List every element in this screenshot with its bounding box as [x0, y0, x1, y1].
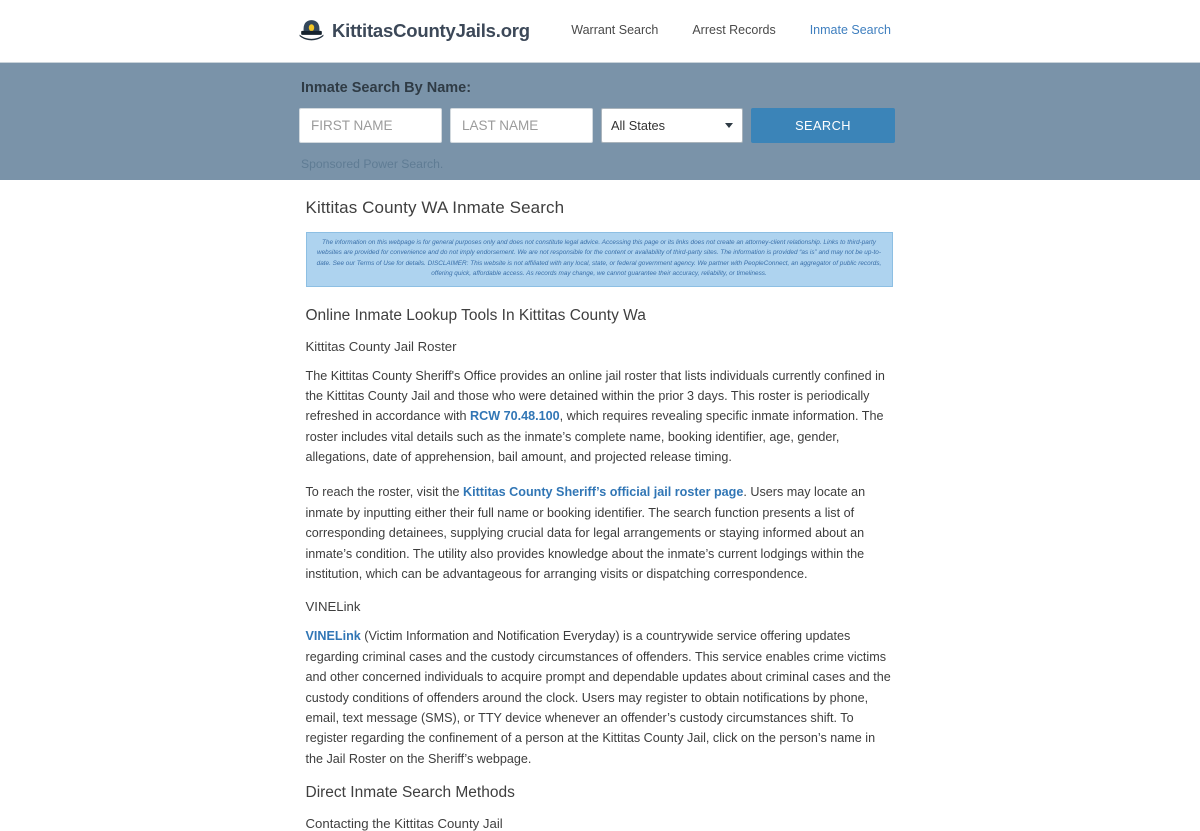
last-name-input[interactable]: [450, 108, 593, 143]
roster-paragraph-text-after-link: , which requires revealing specific inmate information. The roster includes vital details such as the inmate’s complete name, booking identifier, age, gender, allegations, date of apprehension, bail amount, and projected release timing.: [305, 409, 884, 465]
search-band-title: Inmate Search By Name:: [301, 80, 472, 96]
rcw-statute-link[interactable]: RCW 70.48.100: [470, 409, 560, 424]
paragraph-vinelink-description: [306, 626, 893, 769]
main-content: [306, 180, 893, 831]
section-title-online-lookup-tools: Online Inmate Lookup Tools In Kittitas County Wa: [305, 306, 646, 324]
legal-disclaimer-box: The information on this webpage is for general purposes only and does not constitute legal advice. Accessing this page or its links does not create an attorney-client relationship. Links to third-party websites are provided for convenience and do not imply endorsement. We are not responsible for the content or availability of third-party sites. The information is provided “as is” and may not be up-to-date. See our Terms of Use for details. DISCLAIMER: This website is not affiliated with any local, state, or federal government agency. We partner with PeopleConnect, an aggregator of public records, offering quick, affordable access. As records may change, we cannot guarantee their accuracy, reliability, or timeliness.: [306, 232, 893, 287]
sheriff-jail-roster-page-link[interactable]: Kittitas County Sheriff’s official jail roster page: [463, 485, 744, 500]
state-select[interactable]: [601, 108, 743, 143]
roster-access-text-after-link: . Users may locate an inmate by inputting either their full name or booking identifier. The search function presents a list of corresponding detainees, supplying crucial data for legal arrangements or staying informed about an inmate’s condition. The utility also provides knowledge about the inmate’s current lodgings within the institution, which can be advantageous for arranging visits or dispatching correspondence.: [305, 485, 866, 582]
site-brand-name: KittitasCountyJails.org: [332, 19, 530, 41]
state-select-wrapper: [601, 108, 743, 143]
first-name-input[interactable]: [299, 108, 442, 143]
paragraph-jail-roster-overview: [306, 366, 893, 468]
site-logo-link[interactable]: [298, 18, 530, 43]
inmate-search-form: [299, 108, 899, 143]
site-header: [0, 0, 1200, 62]
subsection-title-jail-roster: Kittitas County Jail Roster: [305, 338, 457, 354]
vinelink-paragraph-text: (Victim Information and Notification Everyday) is a countrywide service offering updates regarding criminal cases and the custody circumstances of offenders. This service enables crime victims and other concerned individuals to acquire prompt and dependable updates about criminal cases and the custody conditions of offenders around the clock. Users may register to obtain notifications by phone, email, text message (SMS), or TTY device whenever an offender’s custody circumstances shift. To register regarding the confinement of a person at the Kittitas County Jail, click on the person’s name in the Jail Roster on the Sheriff’s webpage.: [305, 629, 891, 766]
inmate-search-band: [0, 62, 1200, 180]
vinelink-link[interactable]: VINELink: [305, 629, 361, 644]
roster-paragraph-text-before-link: The Kittitas County Sheriff's Office provides an online jail roster that lists individuals currently confined in the Kittitas County Jail and those who were detained within the prior 3 days. This roster is periodically refreshed in accordance with: [305, 368, 885, 424]
page-title: Kittitas County WA Inmate Search: [305, 198, 565, 217]
roster-access-text-before-link: To reach the roster, visit the: [305, 485, 463, 500]
nav-item-arrest-records[interactable]: Arrest Records: [692, 23, 776, 37]
police-cap-icon: [298, 18, 325, 43]
nav-item-warrant-search[interactable]: Warrant Search: [571, 23, 659, 37]
section-title-direct-search-methods: Direct Inmate Search Methods: [305, 784, 515, 802]
nav-item-inmate-search[interactable]: Inmate Search: [809, 23, 891, 37]
main-navigation: [571, 23, 891, 37]
paragraph-roster-access: [306, 482, 893, 584]
search-button[interactable]: SEARCH: [751, 108, 895, 143]
sponsored-power-search-link[interactable]: Sponsored Power Search.: [301, 157, 444, 171]
subsection-title-contacting-jail: Contacting the Kittitas County Jail: [305, 816, 503, 831]
subsection-title-vinelink: VINELink: [305, 599, 361, 615]
